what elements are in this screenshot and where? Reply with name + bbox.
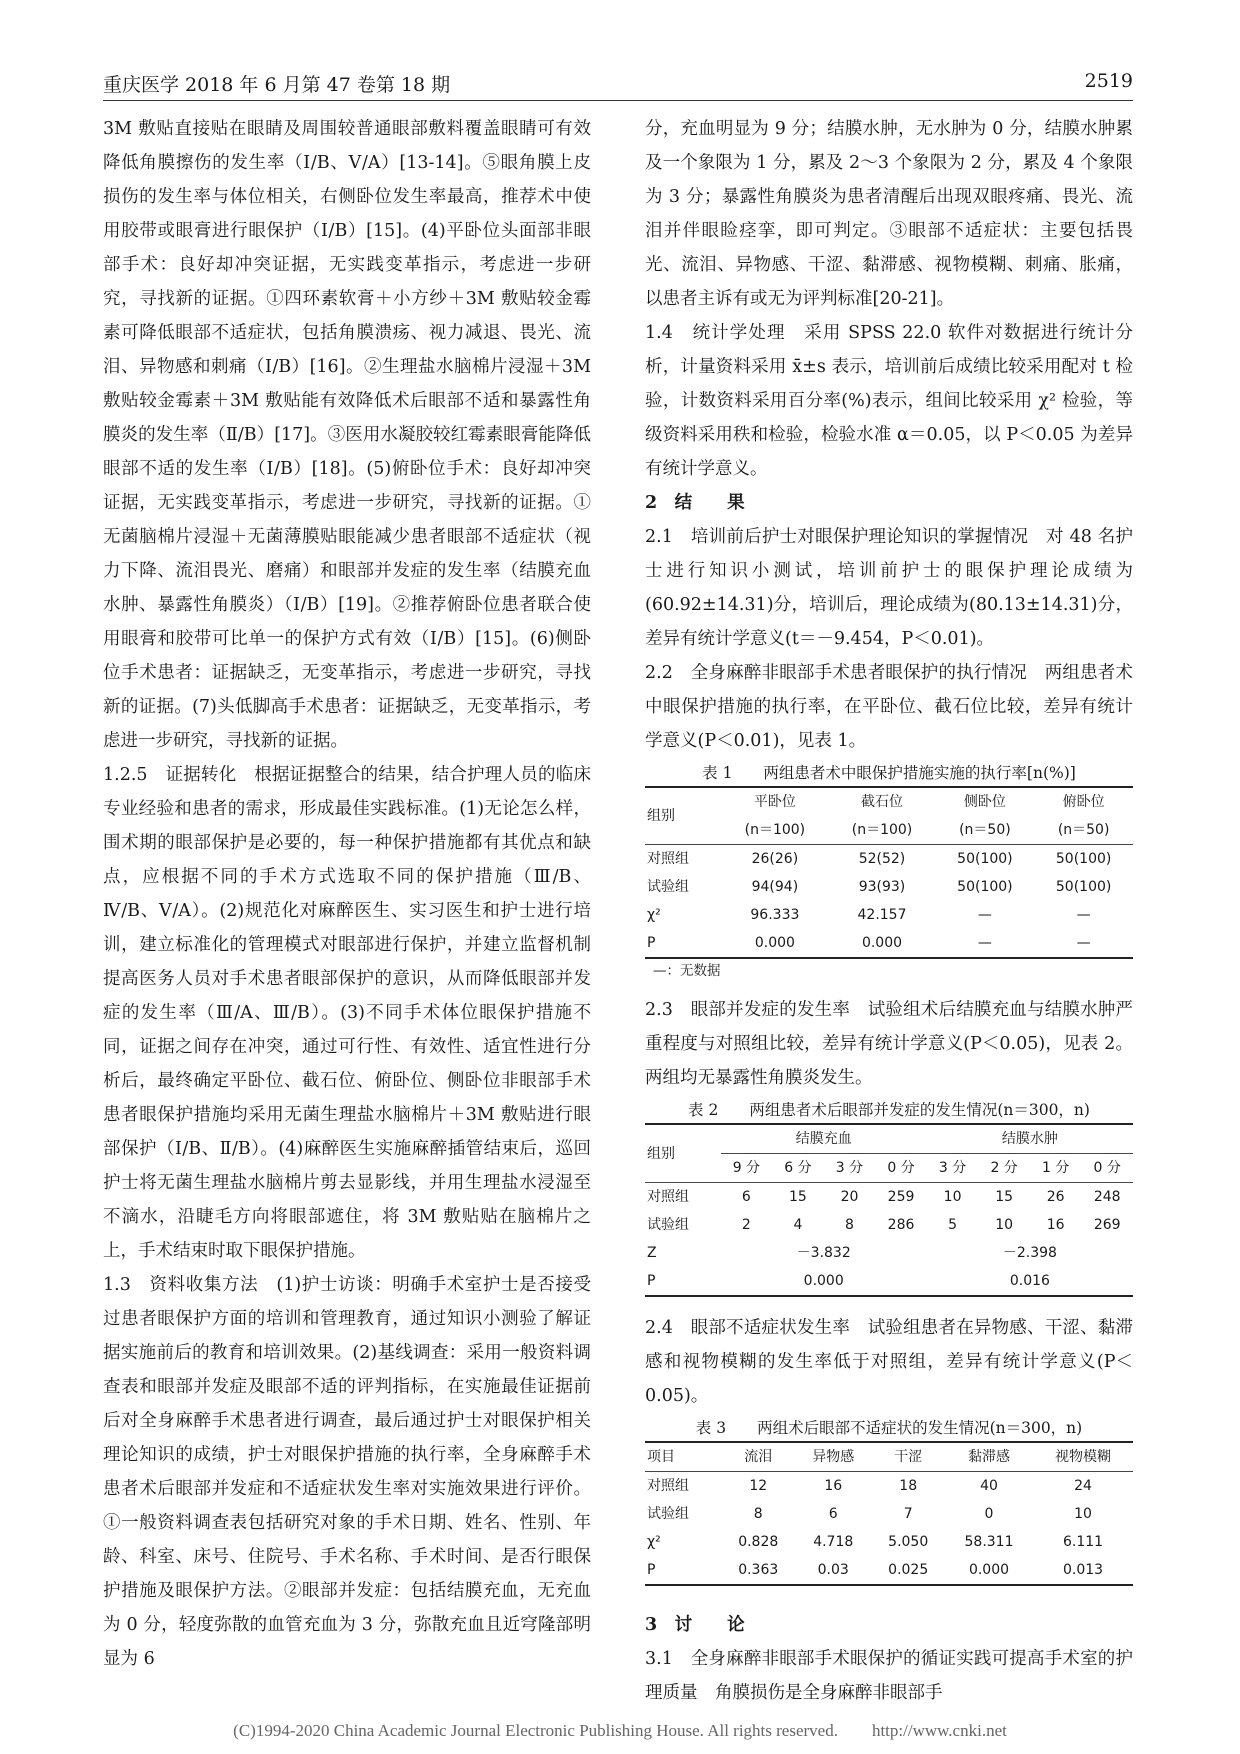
table1-col: 截石位 <box>828 787 935 816</box>
table-cell: 50(100) <box>957 879 1013 895</box>
journal-title: 重庆医学 2018 年 6 月第 47 卷第 18 期 <box>103 74 451 96</box>
table-cell: 0.000 <box>721 929 828 958</box>
table3 <box>645 1441 1133 1586</box>
section-heading-discussion: 3 讨 论 <box>645 1615 745 1635</box>
table-row <box>645 873 1133 901</box>
table-cell: 248 <box>1081 1183 1133 1212</box>
table-cell: — <box>936 929 1035 958</box>
table2-subheader: 6 分 <box>784 1160 812 1176</box>
table2-subheader: 3 分 <box>938 1160 967 1176</box>
paragraph-1-3: 1.3 资料收集方法 (1)护士访谈：明确手术室护士是否接受过患者眼保护方面的培训和管理教育，通过知识小测验了解证据实施前后的教育和培训效果。(2)基线调查：采用一般资料调查表和眼部并发症及眼部不适的评判指标，在实施最佳证据前后对全身麻醉手术患者进行调查，最后通过护士对眼保护相关理论知识的成绩，护士对眼保护措施的执行率，全身麻醉手术患者术后眼部并发症和不适症状发生率对实施效果进行评价。①一般资料调查表包括研究对象的手术日期、姓名、性别、年龄、科室、床号、住院号、手术名称、手术时间、是否行眼保护措施及眼保护方法。②眼部并发症：包括结膜充血，无充血为 0 分，轻度弥散的血管充血为 3 分，弥散充血且近穹隆部明显为 6 <box>103 1275 591 1669</box>
right-column <box>645 112 1133 1710</box>
table3-header: 干涩 <box>872 1442 945 1472</box>
table2-subheader: 0 分 <box>1093 1160 1121 1176</box>
table-cell: — <box>977 907 992 923</box>
table-cell: 0.016 <box>927 1267 1133 1296</box>
table-cell: 试验组 <box>647 1217 689 1233</box>
table-row <box>645 1183 1133 1212</box>
table-row <box>645 1556 1133 1585</box>
table-cell: 94(94) <box>751 879 799 895</box>
table1-note: —：无数据 <box>653 963 721 979</box>
table-cell: 50(100) <box>1034 845 1133 874</box>
table2-caption: 表 2 两组患者术后眼部并发症的发生情况(n＝300，n) <box>688 1101 1090 1119</box>
table-cell: 4.718 <box>813 1534 854 1550</box>
table-cell: 试验组 <box>647 879 689 895</box>
table-cell: 58.311 <box>964 1534 1014 1550</box>
table-cell: 0.363 <box>722 1556 795 1585</box>
table1-col-n: (n＝100) <box>744 822 806 838</box>
page-header <box>103 70 1133 101</box>
table3-header: 流泪 <box>722 1442 795 1472</box>
table-cell: 26 <box>1030 1183 1082 1212</box>
table-cell: 7 <box>903 1506 913 1522</box>
table-row <box>645 1472 1133 1501</box>
table-cell: 50(100) <box>936 845 1035 874</box>
table-cell: Z <box>647 1245 657 1261</box>
table-cell: 40 <box>945 1472 1033 1501</box>
table1-col-n: (n＝50) <box>1057 822 1110 838</box>
table-cell: 50(100) <box>1055 879 1112 895</box>
table-cell: 269 <box>1093 1217 1121 1233</box>
table2-subheader: 9 分 <box>732 1160 761 1176</box>
table-cell: 2 <box>741 1217 751 1233</box>
table-cell: P <box>645 1267 721 1296</box>
table-cell: 10 <box>1074 1506 1092 1522</box>
paragraph-2-4: 2.4 眼部不适症状发生率 试验组患者在异物感、干涩、黏滞感和视物模糊的发生率低于对照组，差异有统计学意义(P＜0.05)。 <box>645 1318 1133 1406</box>
table-cell: 52(52) <box>828 845 935 874</box>
table-cell: 0.000 <box>828 929 935 958</box>
table-row <box>645 845 1133 874</box>
table-cell: χ² <box>647 907 661 923</box>
table-cell: －2.398 <box>1002 1245 1057 1261</box>
table2-subheader: 0 分 <box>887 1160 915 1176</box>
table-cell: χ² <box>647 1534 661 1550</box>
table-cell: 16 <box>1046 1217 1065 1233</box>
table-cell: 286 <box>887 1217 915 1233</box>
paragraph-2-3: 2.3 眼部并发症的发生率 试验组术后结膜充血与结膜水肿严重程度与对照组比较，差异有统计学意义(P＜0.05)，见表 2。两组均无暴露性角膜炎发生。 <box>645 1000 1133 1088</box>
table2-subheader: 3 分 <box>835 1160 864 1176</box>
left-column <box>103 112 591 1676</box>
table-row <box>645 901 1133 929</box>
table-cell: 0.025 <box>872 1556 945 1585</box>
table-cell: 24 <box>1033 1472 1133 1501</box>
table-cell: 0 <box>984 1506 994 1522</box>
paragraph-3-1: 3.1 全身麻醉非眼部手术眼保护的循证实践可提高手术室的护理质量 角膜损伤是全身麻醉非眼部手 <box>645 1649 1133 1703</box>
table-cell: 5 <box>948 1217 958 1233</box>
table-cell: 15 <box>978 1183 1030 1212</box>
table3-header: 项目 <box>645 1442 722 1472</box>
table-cell: 12 <box>722 1472 795 1501</box>
table1-col-n: (n＝100) <box>851 822 913 838</box>
table3-header: 异物感 <box>795 1442 872 1472</box>
table-cell: 10 <box>995 1217 1014 1233</box>
table-cell: 10 <box>927 1183 979 1212</box>
table-cell: －3.832 <box>796 1245 851 1261</box>
table3-caption: 表 3 两组术后眼部不适症状的发生情况(n＝300，n) <box>695 1419 1083 1437</box>
table2 <box>645 1123 1133 1297</box>
table-cell: 15 <box>772 1183 824 1212</box>
table-cell: 6 <box>721 1183 773 1212</box>
table2-subheader: 2 分 <box>990 1160 1018 1176</box>
table-cell: — <box>1034 929 1133 958</box>
paragraph-evidence-grading: 3M 敷贴直接贴在眼睛及周围较普通眼部敷料覆盖眼睛可有效降低角膜擦伤的发生率（Ⅰ/B、Ⅴ/A）[13-14]。⑤眼角膜上皮损伤的发生率与体位相关，右侧卧位发生率最高，推荐术中使用胶带或眼膏进行眼保护（Ⅰ/B）[15]。(4)平卧位头面部非眼部手术：良好却冲突证据，无实践变革指示，考虑进一步研究，寻找新的证据。①四环素软膏＋小方纱＋3M 敷贴较金霉素可降低眼部不适症状，包括角膜溃疡、视力减退、畏光、流泪、异物感和刺痛（Ⅰ/B）[16]。②生理盐水脑棉片浸湿＋3M 敷贴较金霉素＋3M 敷贴能有效降低术后眼部不适和暴露性角膜炎的发生率（Ⅱ/B）[17]。③医用水凝胶较红霉素眼膏能降低眼部不适的发生率（Ⅰ/B）[18]。(5)俯卧位手术：良好却冲突证据，无实践变革指示，考虑进一步研究，寻找新的证据。①无菌脑棉片浸湿＋无菌薄膜贴眼能减少患者眼部不适症状（视力下降、流泪畏光、磨痛）和眼部并发症的发生率（结膜充血水肿、暴露性角膜炎）（Ⅰ/B）[19]。②推荐俯卧位患者联合使用眼膏和胶带可比单一的保护方式有效（Ⅰ/B）[15]。(6)侧卧位手术患者：证据缺乏，无变革指示，考虑进一步研究，寻找新的证据。(7)头低脚高手术患者：证据缺乏，无变革指示，考虑进一步研究，寻找新的证据。 <box>103 119 591 751</box>
table-cell: 259 <box>875 1183 927 1212</box>
table-row <box>645 1239 1133 1267</box>
table-cell: 4 <box>793 1217 803 1233</box>
table-cell: 16 <box>795 1472 872 1501</box>
table-cell: 对照组 <box>645 1183 721 1212</box>
table2-group-conjunctival-edema: 结膜水肿 <box>927 1124 1133 1154</box>
table-cell: 0.000 <box>721 1267 927 1296</box>
table-cell: 对照组 <box>645 845 721 874</box>
paragraph-1-2-5: 1.2.5 证据转化 根据证据整合的结果，结合护理人员的临床专业经验和患者的需求，形成最佳实践标准。(1)无论怎么样，围术期的眼部保护是必要的，每一种保护措施都有其优点和缺点，应根据不同的手术方式选取不同的保护措施（Ⅲ/B、Ⅳ/B、Ⅴ/A）。(2)规范化对麻醉医生、实习医生和护士进行培训，建立标准化的管理模式对眼部进行保护，并建立监督机制提高医务人员对手术患者眼部保护的意识，从而降低眼部并发症的发生率（Ⅲ/A、Ⅲ/B）。(3)不同手术体位眼保护措施不同，证据之间存在冲突，通过可行性、有效性、适宜性进行分析后，最终确定平卧位、截石位、俯卧位、侧卧位非眼部手术患者眼保护措施均采用无菌生理盐水脑棉片＋3M 敷贴进行眼部保护（Ⅰ/B、Ⅱ/B）。(4)麻醉医生实施麻醉插管结束后，巡回护士将无菌生理盐水脑棉片剪去显影线，并用生理盐水浸湿至不滴水，沿睫毛方向将眼部遮住，将 3M 敷贴贴在脑棉片之上，手术结束时取下眼保护措施。 <box>103 765 591 1261</box>
table-row <box>645 1528 1133 1556</box>
table3-header: 黏滞感 <box>945 1442 1033 1472</box>
table-cell: 93(93) <box>858 879 906 895</box>
table1 <box>645 786 1133 959</box>
table-cell: 96.333 <box>750 907 800 923</box>
paragraph-1-4: 1.4 统计学处理 采用 SPSS 22.0 软件对数据进行统计分析，计量资料采用 x̄±s 表示，培训前后成绩比较采用配对 t 检验，计数资料采用百分率(%)表示，组间比较采用 χ² 检验，等级资料采用秩和检验，检验水准 α＝0.05，以 P＜0.05 为差异有统计学意义。 <box>645 323 1133 479</box>
table-cell: 6 <box>828 1506 838 1522</box>
table3-header: 视物模糊 <box>1033 1442 1133 1472</box>
table-cell: 26(26) <box>721 845 828 874</box>
table-row <box>645 929 1133 958</box>
table-cell: 0.013 <box>1033 1556 1133 1585</box>
section-heading-results: 2 结 果 <box>645 493 745 513</box>
table-cell: 42.157 <box>857 907 907 923</box>
table-cell: 6.111 <box>1063 1534 1104 1550</box>
table-cell: 20 <box>824 1183 876 1212</box>
table-cell: 18 <box>872 1472 945 1501</box>
table1-col: 俯卧位 <box>1034 787 1133 816</box>
paragraph-continued: 分，充血明显为 9 分；结膜水肿，无水肿为 0 分，结膜水肿累及一个象限为 1 分，累及 2～3 个象限为 2 分，累及 4 个象限为 3 分；暴露性角膜炎为患者清醒后出现双眼疼痛、畏光、流泪并伴眼睑痉挛，即可判定。③眼部不适症状：主要包括畏光、流泪、异物感、干涩、黏滞感、视物模糊、刺痛、胀痛，以患者主诉有或无为评判标准[20-21]。 <box>645 119 1133 309</box>
table-cell: 8 <box>845 1217 854 1233</box>
table1-col-n: (n＝50) <box>959 822 1011 838</box>
table-cell: 0.828 <box>738 1534 779 1550</box>
table-cell: 对照组 <box>645 1472 722 1501</box>
table-cell: 0.03 <box>795 1556 872 1585</box>
table-cell: P <box>645 929 721 958</box>
table-cell: 8 <box>753 1506 763 1522</box>
table-cell: 5.050 <box>888 1534 929 1550</box>
paragraph-2-1: 2.1 培训前后护士对眼保护理论知识的掌握情况 对 48 名护士进行知识小测试，培训前护士的眼保护理论成绩为(60.92±14.31)分，培训后，理论成绩为(80.13±14.31)分，差异有统计学意义(t＝－9.454，P＜0.01)。 <box>645 527 1133 649</box>
table-row <box>645 1500 1133 1528</box>
page-number: 2519 <box>1084 70 1133 92</box>
copyright-footer: (C)1994-2020 China Academic Journal Electronic Publishing House. All rights reserved. http://www.cnki.net <box>233 1721 1007 1740</box>
table-cell: 试验组 <box>647 1506 689 1522</box>
paragraph-2-2: 2.2 全身麻醉非眼部手术患者眼保护的执行情况 两组患者术中眼保护措施的执行率，在平卧位、截石位比较，差异有统计学意义(P＜0.01)，见表 1。 <box>645 663 1133 751</box>
table-cell: P <box>645 1556 722 1585</box>
table1-header-group: 组别 <box>645 787 721 845</box>
table-cell: — <box>1076 907 1091 923</box>
table2-subheader: 1 分 <box>1041 1160 1070 1176</box>
table-row <box>645 1267 1133 1296</box>
table2-group-conjunctival-hyperemia: 结膜充血 <box>721 1124 927 1154</box>
table-row <box>645 1211 1133 1239</box>
table1-col: 侧卧位 <box>936 787 1035 816</box>
table2-header-group: 组别 <box>645 1124 721 1183</box>
table-cell: 0.000 <box>945 1556 1033 1585</box>
table1-caption: 表 1 两组患者术中眼保护措施实施的执行率[n(%)] <box>702 764 1076 782</box>
table1-col: 平卧位 <box>721 787 828 816</box>
